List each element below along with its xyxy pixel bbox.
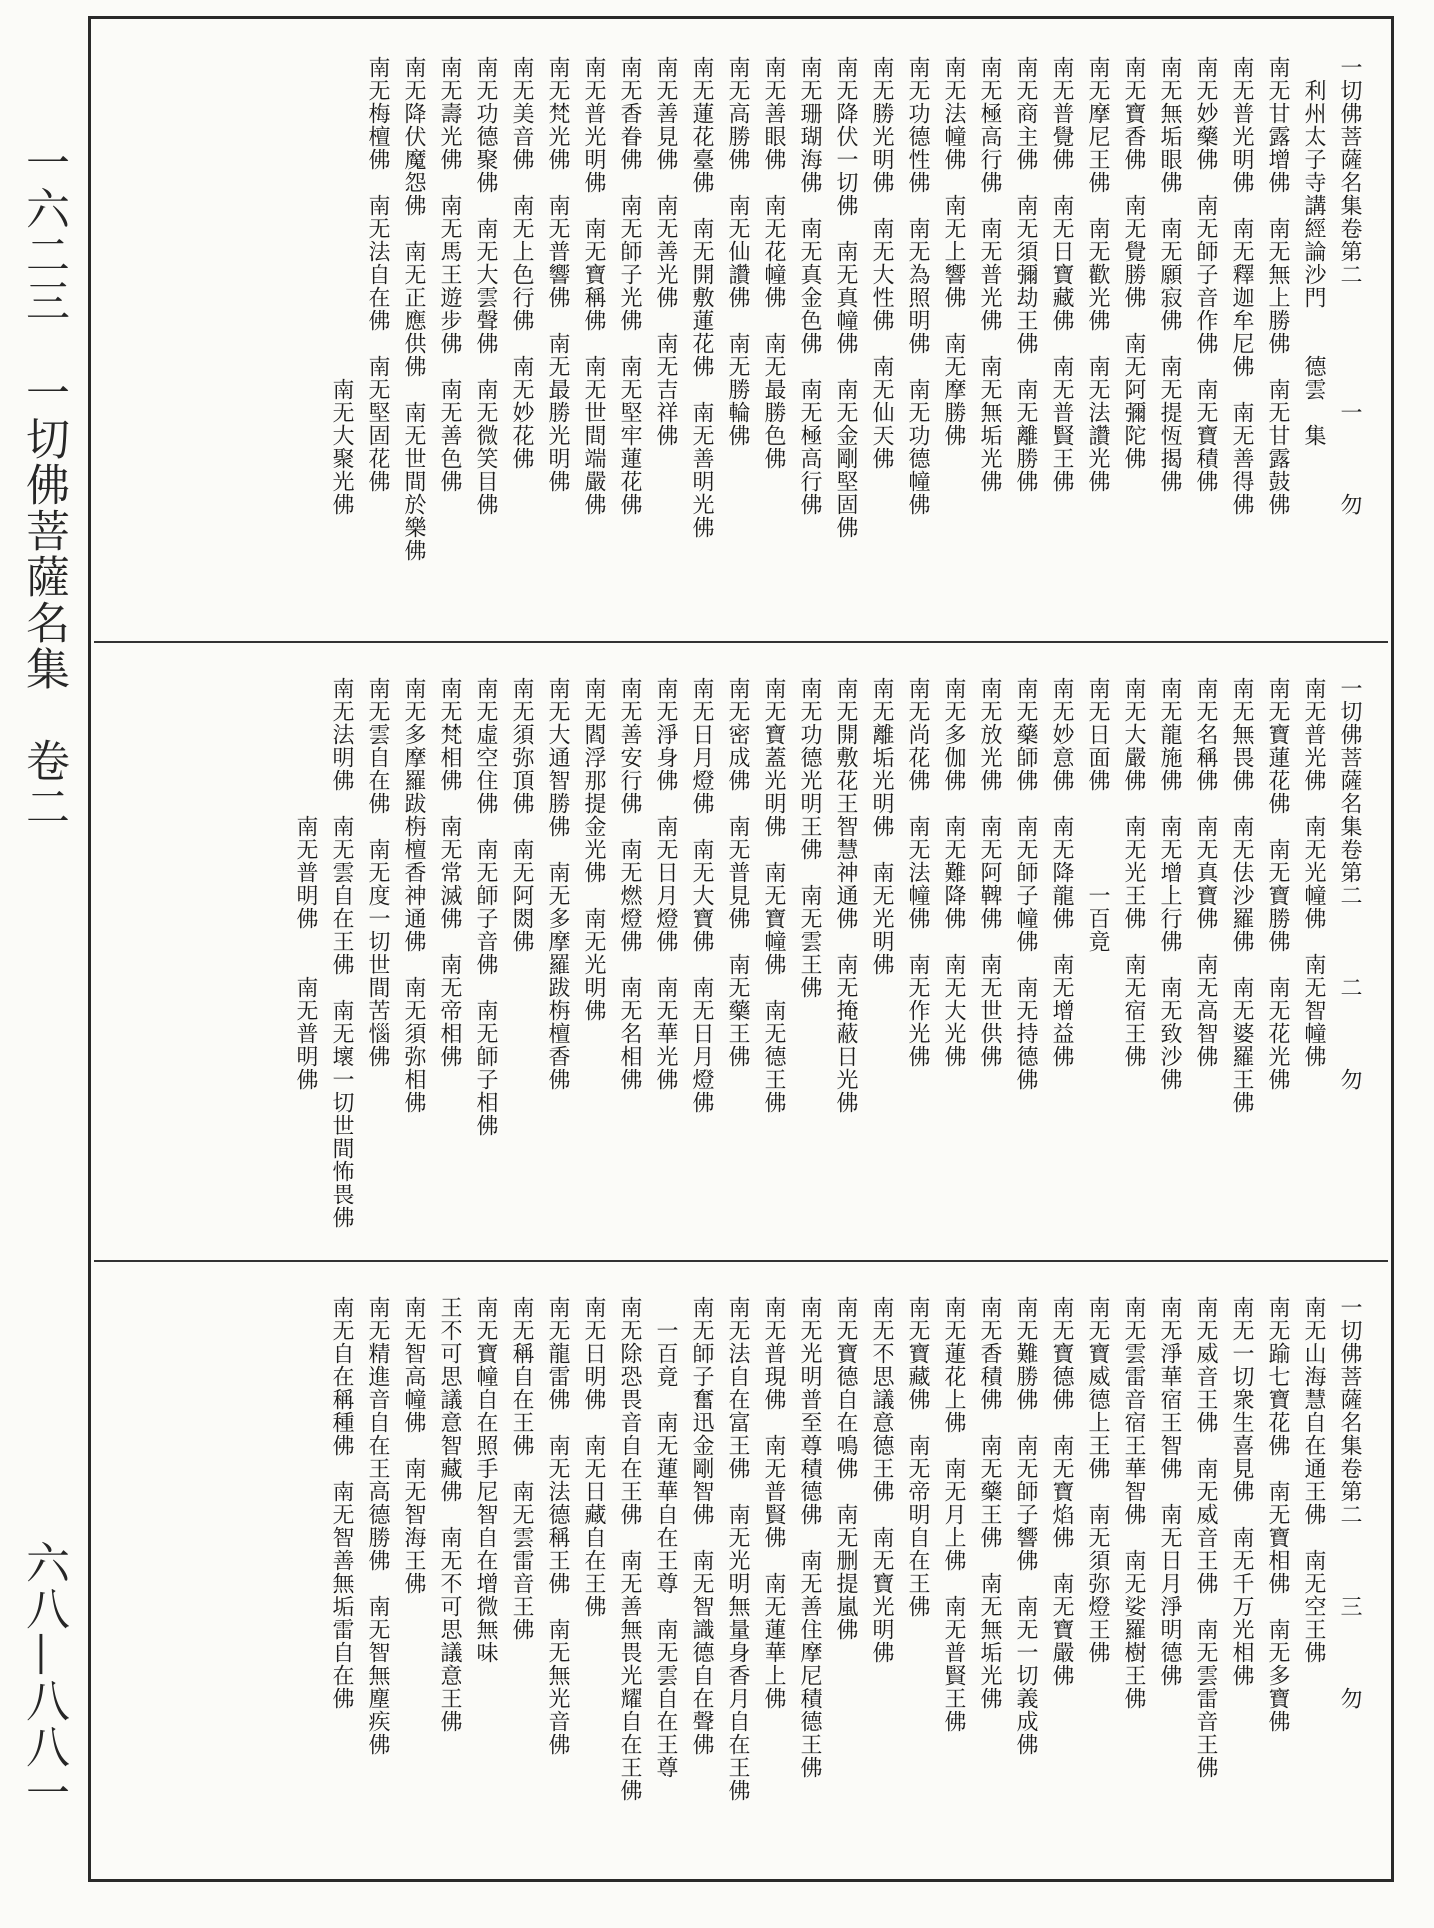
text-column: 南无香眷佛 南无師子光佛 南无堅牢蓮花佛	[617, 56, 642, 516]
text-column: 南无商主佛 南无須彌劫王佛 南无離勝佛	[1013, 56, 1038, 493]
text-column: 南无蓮花臺佛 南无開敷蓮花佛 南无善明光佛	[689, 56, 714, 539]
text-column: 南无不思議意德王佛 南无寶光明佛	[869, 1296, 894, 1664]
text-column: 南无寶德佛 南无寶焰佛 南无寶嚴佛	[1049, 1296, 1074, 1687]
text-column: 南无善安行佛 南无燃燈佛 南无名相佛	[617, 677, 642, 1091]
text-column: 南无美音佛 南无上色行佛 南无妙花佛	[509, 56, 534, 470]
text-column: 南无淨身佛 南无日月燈佛 南无華光佛	[653, 677, 678, 1091]
text-column: 南无除恐畏音自在王佛 南无善無畏光耀自在王佛	[617, 1296, 642, 1802]
text-column: 南无普光佛 南无光幢佛 南无智幢佛	[1301, 677, 1326, 1068]
text-column: 南无梅檀佛 南无法自在佛 南无堅固花佛	[365, 56, 390, 493]
text-column: 南无甘露增佛 南无無上勝佛 南无甘露鼓佛	[1265, 56, 1290, 516]
text-column: 南无光明普至尊積德佛 南无善住摩尼積德王佛	[797, 1296, 822, 1779]
text-column: 南无普現佛 南无普賢佛 南无蓮華上佛	[761, 1296, 786, 1710]
text-column: 南无摩尼王佛 南无歡光佛 南无法讚光佛	[1085, 56, 1110, 493]
text-column: 南无藥師佛 南无師子幢佛 南无持德佛	[1013, 677, 1038, 1091]
text-column: 南无師子奮迅金剛智佛 南无智識德自在聲佛	[689, 1296, 714, 1756]
text-column: 南无法自在富王佛 南无光明無量身香月自在王佛	[725, 1296, 750, 1802]
text-column: 南无高勝佛 南无仙讚佛 南无勝輪佛	[725, 56, 750, 447]
text-column: 南无普光明佛 南无釋迦牟尼佛 南无善得佛	[1229, 56, 1254, 516]
text-column: 南无山海慧自在通王佛 南无空王佛	[1301, 1296, 1326, 1664]
text-column: 南无寶蓋光明佛 南无寶幢佛 南无德王佛	[761, 677, 786, 1114]
text-column: 南无功德聚佛 南无大雲聲佛 南无微笑目佛	[473, 56, 498, 516]
text-column: 南无寶蓮花佛 南无寶勝佛 南无花光佛	[1265, 677, 1290, 1091]
text-column: 南无功德性佛 南无為照明佛 南无功德幢佛	[905, 56, 930, 516]
text-column: 一切佛菩薩名集卷第二 一 勿	[1337, 56, 1362, 516]
text-column: 南无多摩羅跋栴檀香神通佛 南无須弥相佛	[401, 677, 426, 1114]
text-column: 南无稱自在王佛 南无雲雷音王佛	[509, 1296, 534, 1641]
text-column: 南无蓮花上佛 南无月上佛 南无普賢王佛	[941, 1296, 966, 1733]
text-column: 南无名稱佛 南无真寶佛 南无高智佛	[1193, 677, 1218, 1068]
text-column: 南无降伏一切佛 南无真幢佛 南无金剛堅固佛	[833, 56, 858, 539]
text-column: 南无日明佛 南无日藏自在王佛	[581, 1296, 606, 1618]
text-column: 南无開敷花王智慧神通佛 南无掩蔽日光佛	[833, 677, 858, 1114]
text-column: 南无雲自在佛 南无度一切世間苦惱佛	[365, 677, 390, 1068]
text-column: 南无寶香佛 南无覺勝佛 南无阿彌陀佛	[1121, 56, 1146, 470]
text-column: 南无尚花佛 南无法幢佛 南无作光佛	[905, 677, 930, 1068]
panel-1	[94, 22, 1388, 638]
text-column: 一切佛菩薩名集卷第二 二 勿	[1337, 677, 1362, 1091]
text-column: 南无妙藥佛 南无師子音作佛 南无寶積佛	[1193, 56, 1218, 493]
text-column: 南无梵光佛 南无普響佛 南无最勝光明佛	[545, 56, 570, 493]
text-column: 南无須弥頂佛 南无阿閦佛	[509, 677, 534, 953]
text-column: 南无壽光佛 南无馬王遊步佛 南无善色佛	[437, 56, 462, 493]
text-column: 南无大通智勝佛 南无多摩羅跋栴檀香佛	[545, 677, 570, 1091]
text-column: 一百竟 南无蓮華自在王尊 南无雲自在王尊	[653, 1296, 678, 1779]
panel-1-columns	[94, 56, 1388, 616]
text-column: 南无離垢光明佛 南无光明佛	[869, 677, 894, 976]
panel-2	[94, 641, 1388, 1257]
text-column: 南无日面佛 一百竟	[1085, 677, 1110, 953]
text-column: 南无法幢佛 南无上響佛 南无摩勝佛	[941, 56, 966, 447]
panel-3	[94, 1260, 1388, 1876]
text-column: 南无龍施佛 南无增上行佛 南无致沙佛	[1157, 677, 1182, 1091]
text-column: 南无虛空住佛 南无師子音佛 南无師子相佛	[473, 677, 498, 1137]
text-column: 南无日月燈佛 南无大寶佛 南无日月燈佛	[689, 677, 714, 1114]
text-column: 南无踰七寶花佛 南无寶相佛 南无多寶佛	[1265, 1296, 1290, 1733]
text-column: 南无自在稱種佛 南无智善無垢雷自在佛	[329, 1296, 354, 1710]
text-column: 南无一切衆生喜見佛 南无千万光相佛	[1229, 1296, 1254, 1687]
text-column: 南无放光佛 南无阿鞞佛 南无世供佛	[977, 677, 1002, 1068]
margin-title: 一六二三 一切佛菩薩名集 卷二	[18, 140, 69, 830]
text-column: 南无降伏魔怨佛 南无正應供佛 南无世間於樂佛	[401, 56, 426, 562]
text-column: 南无無畏佛 南无佉沙羅佛 南无婆羅王佛	[1229, 677, 1254, 1114]
text-column: 一切佛菩薩名集卷第二 三 勿	[1337, 1296, 1362, 1710]
text-column: 南无無垢眼佛 南无願寂佛 南无提恆揭佛	[1157, 56, 1182, 493]
text-column: 南无勝光明佛 南无大性佛 南无仙天佛	[869, 56, 894, 470]
text-column: 南无善眼佛 南无花幢佛 南无最勝色佛	[761, 56, 786, 470]
text-column: 南无寶幢自在照手尼智自在增微無味	[473, 1296, 498, 1664]
text-column: 南无普明佛 南无普明佛	[293, 677, 318, 1091]
margin-page-number: 六八—八八一	[18, 1540, 69, 1816]
text-column: 南无淨華宿王智佛 南无日月淨明德佛	[1157, 1296, 1182, 1687]
text-column: 南无雲雷音宿王華智佛 南无娑羅樹王佛	[1121, 1296, 1146, 1710]
text-column: 南无大聚光佛	[329, 56, 354, 516]
text-column: 南无香積佛 南无藥王佛 南无無垢光佛	[977, 1296, 1002, 1710]
text-column: 南无妙意佛 南无降龍佛 南无增益佛	[1049, 677, 1074, 1068]
text-column: 南无密成佛 南无普見佛 南无藥王佛	[725, 677, 750, 1068]
text-column: 南无龍雷佛 南无法德稱王佛 南无無光音佛	[545, 1296, 570, 1756]
text-column: 南无難勝佛 南无師子響佛 南无一切義成佛	[1013, 1296, 1038, 1756]
text-column: 南无智高幢佛 南无智海王佛	[401, 1296, 426, 1595]
text-column: 利州太子寺講經論沙門 德雲 集	[1301, 56, 1326, 447]
text-column: 南无寶藏佛 南无帝明自在王佛	[905, 1296, 930, 1618]
text-column: 王不可思議意智藏佛 南无不可思議意王佛	[437, 1296, 462, 1733]
text-column: 南无普光明佛 南无寶稱佛 南无世間端嚴佛	[581, 56, 606, 516]
text-column: 南无威音王佛 南无威音王佛 南无雲雷音王佛	[1193, 1296, 1218, 1779]
text-column: 南无寶德自在鳴佛 南无删提嵐佛	[833, 1296, 858, 1641]
text-column: 南无善見佛 南无善光佛 南无吉祥佛	[653, 56, 678, 447]
text-column: 南无精進音自在王高德勝佛 南无智無塵疾佛	[365, 1296, 390, 1756]
text-column: 南无梵相佛 南无常滅佛 南无帝相佛	[437, 677, 462, 1068]
text-column: 南无閻浮那提金光佛 南无光明佛	[581, 677, 606, 1022]
text-column: 南无功德光明王佛 南无雲王佛	[797, 677, 822, 999]
panel-2-columns	[94, 677, 1388, 1235]
text-column: 南无極高行佛 南无普光佛 南无無垢光佛	[977, 56, 1002, 493]
text-column: 南无珊瑚海佛 南无真金色佛 南无極高行佛	[797, 56, 822, 516]
text-column: 南无普覺佛 南无日寶藏佛 南无普賢王佛	[1049, 56, 1074, 493]
text-column: 南无多伽佛 南无難降佛 南无大光佛	[941, 677, 966, 1068]
text-column: 南无寶威德上王佛 南无須弥燈王佛	[1085, 1296, 1110, 1664]
panel-3-columns	[94, 1296, 1388, 1854]
text-column: 南无大嚴佛 南无光王佛 南无宿王佛	[1121, 677, 1146, 1068]
text-column: 南无法明佛 南无雲自在王佛 南无壞一切世間怖畏佛	[329, 677, 354, 1229]
